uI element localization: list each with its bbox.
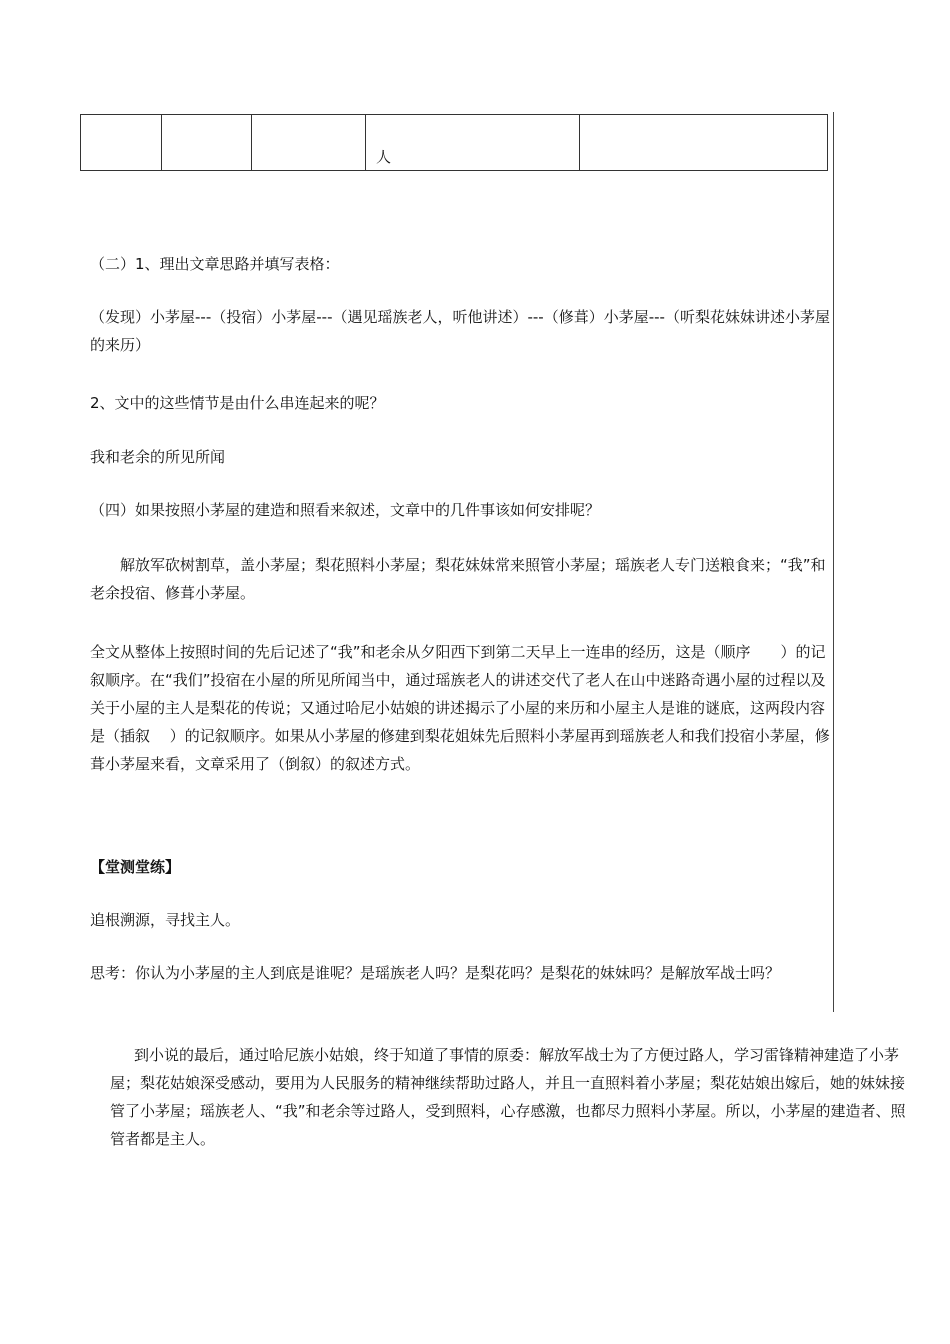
practice-task: 追根溯源，寻找主人。 — [90, 911, 241, 929]
table-cell — [252, 115, 366, 171]
question-2-answer: 我和老余的所见所闻 — [90, 448, 226, 466]
section4-heading: （四）如果按照小茅屋的建造和照看来叙述，文章中的几件事该如何安排呢？ — [90, 501, 601, 519]
section2-flow: （发现）小茅屋---（投宿）小茅屋---（遇见瑶族老人，听他讲述）---（修葺）小茅屋---（听梨花妹妹讲述小茅屋的来历） — [90, 308, 830, 354]
section2-heading: （二）1、理出文章思路并填写表格： — [90, 255, 340, 273]
answer-table — [80, 114, 828, 171]
practice-heading: 【堂测堂练】 — [90, 858, 181, 876]
summary-paragraph: 全文从整体上按照时间的先后记述了“我”和老余从夕阳西下到第二天早上一连串的经历，这是（顺序 ）的记叙顺序。在“我们”投宿在小屋的所见所闻当中，通过瑶族老人的讲述交代了老人在山中迷路奇遇小屋的过程以及关于小屋的主人是梨花的传说；又通过哈尼小姑娘的讲述揭示了小屋的来历和小屋主人是谁的谜底，这两段内容是（插叙 ）的记叙顺序。如果从小茅屋的修建到梨花姐妹先后照料小茅屋再到瑶族老人和我们投宿小茅屋，修葺小茅屋来看，文章采用了（倒叙）的叙述方式。 — [90, 643, 830, 773]
table-cell — [162, 115, 252, 171]
section4-answer: 解放军砍树割草，盖小茅屋；梨花照料小茅屋；梨花妹妹常来照管小茅屋；瑶族老人专门送粮食来；“我”和老余投宿、修葺小茅屋。 — [90, 556, 826, 602]
question-2: 2、文中的这些情节是由什么串连起来的呢？ — [90, 394, 385, 412]
table-row — [81, 115, 828, 171]
table-cell: 人 — [366, 115, 580, 171]
right-margin-rule — [833, 112, 834, 1012]
table-cell — [580, 115, 828, 171]
conclusion-paragraph: 到小说的最后，通过哈尼族小姑娘，终于知道了事情的原委：解放军战士为了方便过路人，学习雷锋精神建造了小茅屋；梨花姑娘深受感动，要用为人民服务的精神继续帮助过路人，并且一直照料着小茅屋；梨花姑娘出嫁后，她的妹妹接管了小茅屋；瑶族老人、“我”和老余等过路人，受到照料，心存感激，也都尽力照料小茅屋。所以，小茅屋的建造者、照管者都是主人。 — [110, 1046, 906, 1148]
table-cell — [81, 115, 162, 171]
think-question: 思考：你认为小茅屋的主人到底是谁呢？是瑶族老人吗？是梨花吗？是梨花的妹妹吗？是解放军战士吗？ — [90, 964, 781, 982]
